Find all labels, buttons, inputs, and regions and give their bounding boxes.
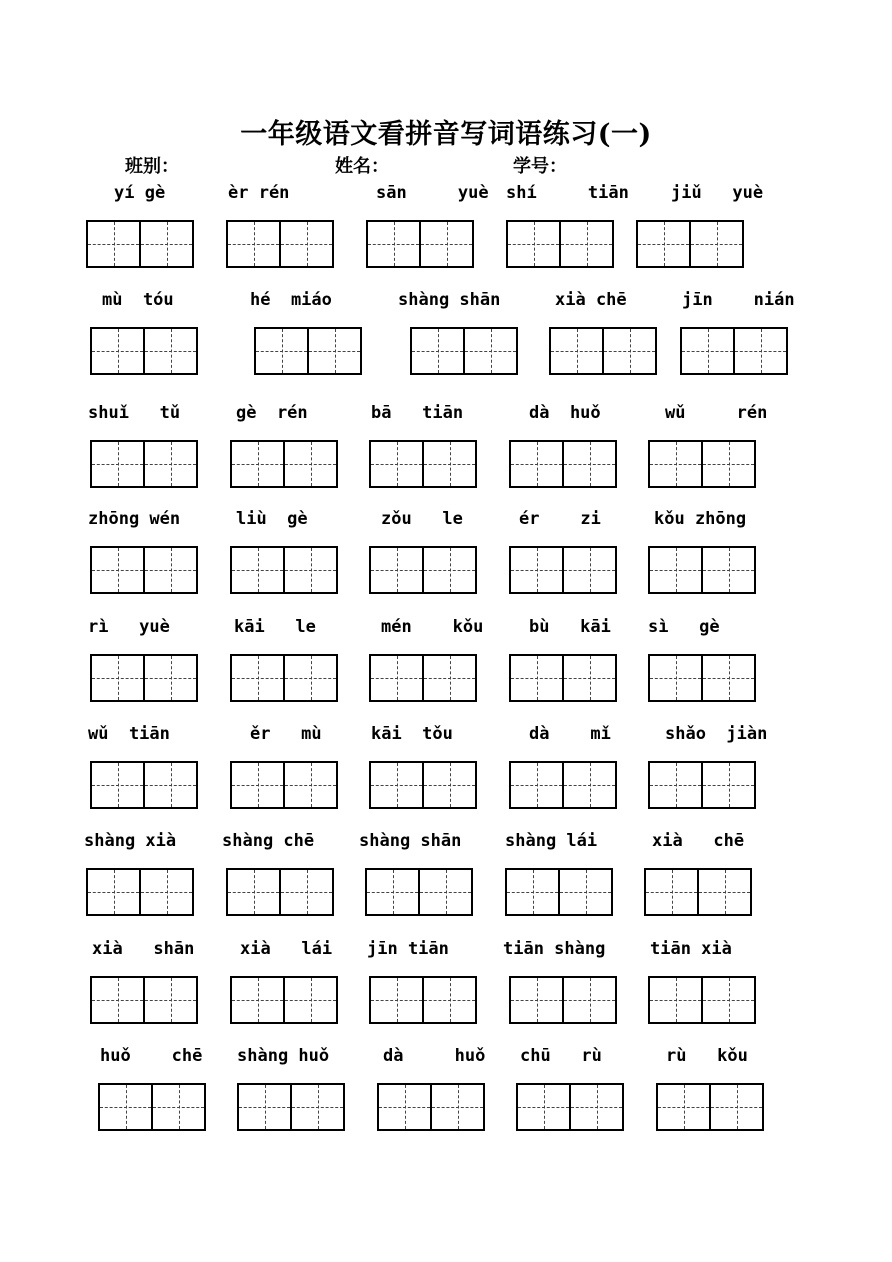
pinyin-text: shuǐ tǔ [88,403,181,423]
tian-zi-cell[interactable] [422,548,475,592]
name-label: 姓名： [335,156,389,177]
writing-grid [509,546,617,594]
writing-grid [226,868,334,916]
writing-grid [230,654,338,702]
class-label: 班别： [125,156,179,177]
writing-grid [90,976,198,1024]
writing-grid [648,546,756,594]
tian-zi-cell[interactable] [650,548,701,592]
writing-grid [369,976,477,1024]
tian-zi-cell[interactable] [379,1085,430,1129]
pinyin-text: huǒ chē [100,1046,203,1066]
tian-zi-cell[interactable] [92,656,143,700]
tian-zi-cell[interactable] [682,329,733,373]
tian-zi-cell[interactable] [422,656,475,700]
tian-zi-cell[interactable] [569,1085,622,1129]
tian-zi-cell[interactable] [283,548,336,592]
writing-grid [369,761,477,809]
writing-grid [377,1083,485,1131]
pinyin-text: ér zi [519,509,601,529]
pinyin-text: yí gè [114,183,166,203]
pinyin-text: gè rén [236,403,308,423]
tian-zi-cell[interactable] [646,870,697,914]
tian-zi-cell[interactable] [307,329,360,373]
tian-zi-cell[interactable] [650,763,701,807]
tian-zi-cell[interactable] [701,656,754,700]
tian-zi-cell[interactable] [143,656,196,700]
tian-zi-cell[interactable] [371,656,422,700]
writing-grid [549,327,657,375]
pinyin-text: zǒu le [381,509,463,529]
tian-zi-cell[interactable] [371,763,422,807]
tian-zi-cell[interactable] [689,222,742,266]
tian-zi-cell[interactable] [92,978,143,1022]
tian-zi-cell[interactable] [559,222,612,266]
tian-zi-cell[interactable] [709,1085,762,1129]
pinyin-text: chū rù [520,1046,602,1066]
writing-grid [230,976,338,1024]
tian-zi-cell[interactable] [371,978,422,1022]
tian-zi-cell[interactable] [151,1085,204,1129]
tian-zi-cell[interactable] [463,329,516,373]
writing-grid [90,761,198,809]
student-number-label: 学号： [513,156,567,177]
writing-grid [230,546,338,594]
pinyin-text: tiān xià [650,939,732,959]
tian-zi-cell[interactable] [367,870,418,914]
tian-zi-cell[interactable] [232,656,283,700]
writing-grid [648,654,756,702]
tian-zi-cell[interactable] [92,763,143,807]
writing-grid [369,440,477,488]
tian-zi-cell[interactable] [701,442,754,486]
tian-zi-cell[interactable] [143,329,196,373]
tian-zi-cell[interactable] [368,222,419,266]
pinyin-text: shǎo jiàn [665,724,768,744]
tian-zi-cell[interactable] [511,978,562,1022]
tian-zi-cell[interactable] [256,329,307,373]
pinyin-text: shàng chē [222,831,315,851]
pinyin-text: jīn nián [682,290,795,310]
tian-zi-cell[interactable] [562,548,615,592]
tian-zi-cell[interactable] [88,870,139,914]
pinyin-text: bù kāi [529,617,611,637]
tian-zi-cell[interactable] [412,329,463,373]
pinyin-text: xià chē [555,290,627,310]
tian-zi-cell[interactable] [602,329,655,373]
writing-grid [90,654,198,702]
writing-grid [365,868,473,916]
tian-zi-cell[interactable] [418,870,471,914]
pinyin-text: sì gè [648,617,720,637]
writing-grid [509,440,617,488]
tian-zi-cell[interactable] [701,548,754,592]
tian-zi-cell[interactable] [507,870,558,914]
writing-grid [644,868,752,916]
pinyin-text: kāi le [234,617,316,637]
pinyin-text: rì yuè [88,617,170,637]
pinyin-text: shàng huǒ [237,1046,330,1066]
tian-zi-cell[interactable] [228,222,279,266]
pinyin-text: shàng shān [359,831,462,851]
pinyin-text: wǔ tiān [88,724,170,744]
writing-grid [369,654,477,702]
tian-zi-cell[interactable] [371,442,422,486]
pinyin-text: jiǔ yuè [671,183,764,203]
writing-grid [90,440,198,488]
tian-zi-cell[interactable] [232,978,283,1022]
tian-zi-cell[interactable] [511,442,562,486]
pinyin-text: xià chē [652,831,745,851]
tian-zi-cell[interactable] [143,548,196,592]
pinyin-text: liù gè [236,509,308,529]
tian-zi-cell[interactable] [422,978,475,1022]
tian-zi-cell[interactable] [422,442,475,486]
pinyin-text: bā tiān [371,403,464,423]
writing-grid [648,761,756,809]
tian-zi-cell[interactable] [518,1085,569,1129]
pinyin-text: dà huǒ [383,1046,486,1066]
pinyin-text: mén kǒu [381,617,484,637]
writing-grid [509,976,617,1024]
writing-grid [230,440,338,488]
pinyin-text: sān yuè [376,183,489,203]
writing-grid [86,868,194,916]
pinyin-text: rù kǒu [666,1046,748,1066]
pinyin-text: jīn tiān [367,939,449,959]
tian-zi-cell[interactable] [511,763,562,807]
tian-zi-cell[interactable] [511,548,562,592]
tian-zi-cell[interactable] [511,656,562,700]
writing-grid [254,327,362,375]
tian-zi-cell[interactable] [562,656,615,700]
tian-zi-cell[interactable] [650,656,701,700]
writing-grid [230,761,338,809]
tian-zi-cell[interactable] [283,763,336,807]
pinyin-text: dà huǒ [529,403,601,423]
tian-zi-cell[interactable] [701,978,754,1022]
pinyin-text: shàng xià [84,831,177,851]
tian-zi-cell[interactable] [558,870,611,914]
writing-grid [90,327,198,375]
pinyin-text: èr rén [228,183,290,203]
tian-zi-cell[interactable] [88,222,139,266]
tian-zi-cell[interactable] [697,870,750,914]
writing-grid [506,220,614,268]
writing-grid [648,440,756,488]
tian-zi-cell[interactable] [239,1085,290,1129]
writing-grid [226,220,334,268]
pinyin-text: kāi tǒu [371,724,453,744]
tian-zi-cell[interactable] [139,870,192,914]
writing-grid [86,220,194,268]
tian-zi-cell[interactable] [371,548,422,592]
tian-zi-cell[interactable] [701,763,754,807]
pinyin-text: tiān shàng [503,939,606,959]
tian-zi-cell[interactable] [733,329,786,373]
writing-grid [656,1083,764,1131]
tian-zi-cell[interactable] [232,548,283,592]
tian-zi-cell[interactable] [650,978,701,1022]
pinyin-text: kǒu zhōng [654,509,747,529]
tian-zi-cell[interactable] [228,870,279,914]
tian-zi-cell[interactable] [92,442,143,486]
tian-zi-cell[interactable] [658,1085,709,1129]
writing-grid [516,1083,624,1131]
tian-zi-cell[interactable] [283,978,336,1022]
writing-grid [98,1083,206,1131]
tian-zi-cell[interactable] [650,442,701,486]
tian-zi-cell[interactable] [562,978,615,1022]
tian-zi-cell[interactable] [279,870,332,914]
writing-grid [505,868,613,916]
pinyin-text: dà mǐ [529,724,611,744]
tian-zi-cell[interactable] [430,1085,483,1129]
tian-zi-cell[interactable] [562,442,615,486]
tian-zi-cell[interactable] [143,442,196,486]
tian-zi-cell[interactable] [638,222,689,266]
pinyin-text: shàng shān [398,290,501,310]
tian-zi-cell[interactable] [562,763,615,807]
tian-zi-cell[interactable] [422,763,475,807]
writing-grid [636,220,744,268]
tian-zi-cell[interactable] [419,222,472,266]
pinyin-text: xià lái [240,939,333,959]
writing-grid [237,1083,345,1131]
tian-zi-cell[interactable] [143,978,196,1022]
pinyin-text: wǔ rén [665,403,768,423]
tian-zi-cell[interactable] [508,222,559,266]
tian-zi-cell[interactable] [232,442,283,486]
pinyin-text: mù tóu [102,290,174,310]
page-title: 一年级语文看拼音写词语练习(一) [240,119,652,150]
writing-grid [648,976,756,1024]
tian-zi-cell[interactable] [92,548,143,592]
pinyin-text: zhōng wén [88,509,181,529]
tian-zi-cell[interactable] [232,763,283,807]
tian-zi-cell[interactable] [279,222,332,266]
writing-grid [369,546,477,594]
tian-zi-cell[interactable] [143,763,196,807]
tian-zi-cell[interactable] [139,222,192,266]
writing-grid [366,220,474,268]
tian-zi-cell[interactable] [100,1085,151,1129]
tian-zi-cell[interactable] [551,329,602,373]
tian-zi-cell[interactable] [290,1085,343,1129]
tian-zi-cell[interactable] [283,656,336,700]
writing-grid [410,327,518,375]
pinyin-text: xià shān [92,939,195,959]
pinyin-text: hé miáo [250,290,332,310]
pinyin-text: shàng lái [505,831,598,851]
writing-grid [509,761,617,809]
writing-grid [90,546,198,594]
writing-grid [509,654,617,702]
writing-grid [680,327,788,375]
tian-zi-cell[interactable] [92,329,143,373]
pinyin-text: ěr mù [250,724,322,744]
pinyin-text: shí tiān [506,183,629,203]
tian-zi-cell[interactable] [283,442,336,486]
